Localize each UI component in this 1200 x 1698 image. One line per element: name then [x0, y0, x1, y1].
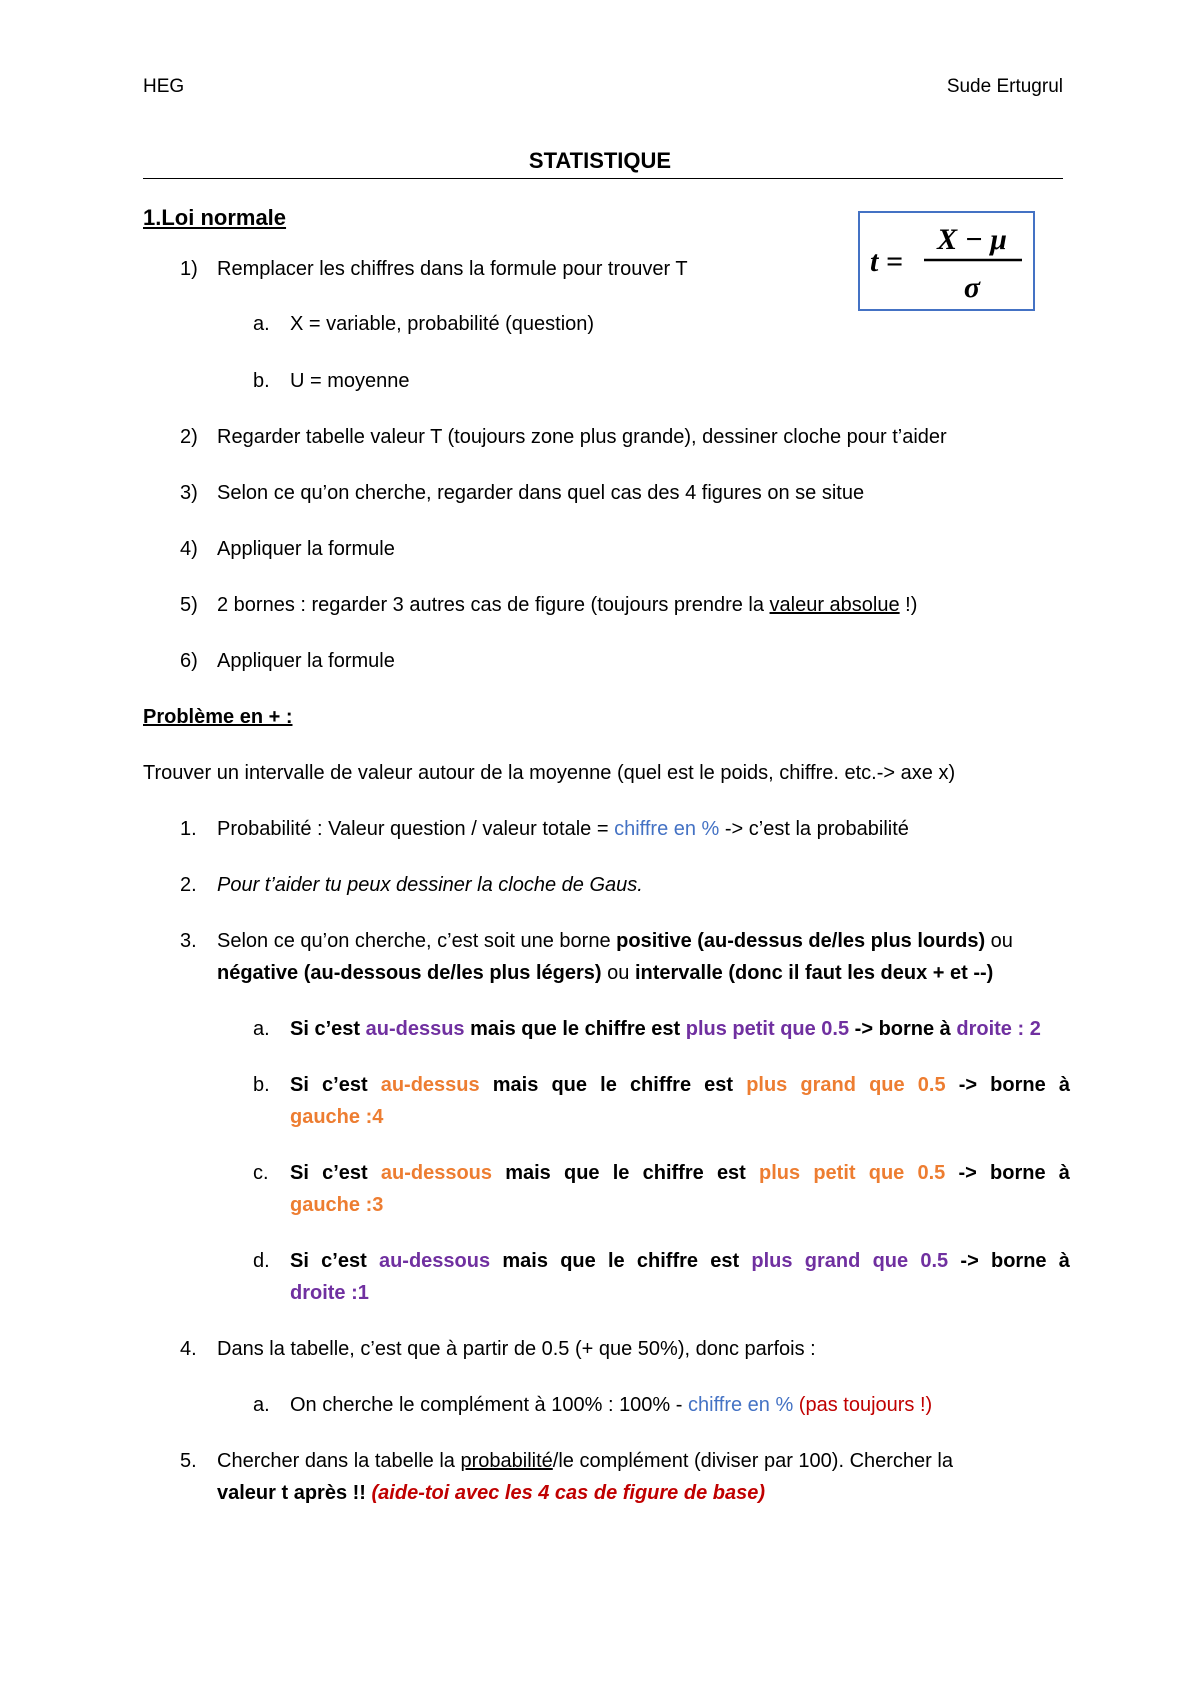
formula-box: [858, 211, 1035, 311]
item-text-highlight: chiffre en %: [688, 1394, 794, 1416]
formula-lhs: t =: [870, 245, 903, 278]
step-text: Selon ce qu’on cherche, regarder dans quel cas des 4 figures on se situe: [217, 482, 865, 504]
case-word-comparison: plus: [759, 1162, 801, 1184]
case-word: mais: [502, 1250, 548, 1272]
item-text: [217, 818, 909, 841]
item-number: 2.: [180, 874, 197, 896]
case-text-line1: [290, 1250, 1070, 1273]
item-text-part: /le complément (diviser par 100). Chercher la: [552, 1450, 953, 1472]
case-word: est: [710, 1250, 740, 1272]
item-text-highlight: chiffre en %: [614, 818, 720, 840]
case-word: chiffre: [642, 1162, 704, 1184]
case-text-part: -> borne à: [849, 1018, 957, 1040]
case-word: ->: [958, 1162, 977, 1184]
section-heading-loi-normale: 1.Loi normale: [143, 205, 287, 230]
case-word-comparison: plus: [751, 1250, 793, 1272]
item-text-warning: (pas toujours !): [793, 1394, 933, 1416]
case-word-comparison: que: [869, 1074, 905, 1096]
step-number: 4): [180, 538, 198, 560]
case-word: c’est: [322, 1074, 368, 1096]
item-text-part: ou: [985, 930, 1013, 952]
case-text-part: Si c’est: [290, 1018, 366, 1040]
case-text-result: droite : 2: [956, 1018, 1041, 1040]
case-letter: b.: [253, 1074, 270, 1096]
sub-step-letter: a.: [253, 313, 270, 335]
item-text-line1: [217, 930, 1013, 953]
case-text-line1: [290, 1074, 1070, 1097]
item-text: [290, 1394, 932, 1417]
step-text: Remplacer les chiffres dans la formule pour trouver T: [217, 258, 688, 280]
case-word-comparison: 0.5: [920, 1250, 949, 1272]
case-text-result: gauche :4: [290, 1106, 384, 1128]
case-letter: c.: [253, 1162, 269, 1184]
case-text-part: mais que le chiffre est: [464, 1018, 686, 1040]
case-word: ->: [958, 1074, 978, 1096]
case-word: est: [716, 1162, 746, 1184]
case-word: borne: [990, 1074, 1046, 1096]
case-word: Si: [290, 1162, 309, 1184]
step-text: Appliquer la formule: [217, 538, 395, 560]
case-text-direction: au-dessus: [365, 1018, 465, 1040]
step-text-part: !): [899, 594, 918, 616]
page-title: STATISTIQUE: [528, 148, 672, 173]
case-word: Si: [290, 1074, 309, 1096]
title-rule: [143, 178, 1063, 179]
case-text-comparison: plus petit que 0.5: [685, 1018, 850, 1040]
item-text-bold: valeur t après !!: [217, 1482, 366, 1504]
probleme-intro: Trouver un intervalle de valeur autour de la moyenne (quel est le poids, chiffre. etc.-> axe x): [143, 762, 956, 784]
case-word: ->: [960, 1250, 979, 1272]
item-text-bold: négative (au-dessous de/les plus légers): [217, 962, 602, 984]
step-number: 1): [180, 258, 198, 280]
case-letter: a.: [253, 1018, 270, 1040]
case-word-comparison: grand: [800, 1074, 856, 1096]
item-text-bold: intervalle (donc il faut les deux + et --): [634, 962, 994, 984]
header-left: HEG: [143, 76, 185, 97]
case-word: que: [560, 1250, 596, 1272]
case-word: c’est: [322, 1162, 368, 1184]
item-text-part: -> c’est la probabilité: [719, 818, 909, 840]
case-word-comparison: 0.5: [917, 1162, 946, 1184]
case-word: à: [1058, 1250, 1070, 1272]
item-text-line1: [217, 1450, 953, 1473]
item-text-line2: [217, 962, 993, 985]
probleme-heading: Problème en + :: [143, 706, 293, 728]
case-word: borne: [990, 1250, 1047, 1272]
step-text-part: 2 bornes : regarder 3 autres cas de figure (toujours prendre la: [217, 594, 770, 616]
item-number: 5.: [180, 1450, 197, 1472]
item-text-bold: positive (au-dessus de/les plus lourds): [616, 930, 986, 952]
step-text: Regarder tabelle valeur T (toujours zone plus grande), dessiner cloche pour t’aider: [217, 426, 947, 448]
case-word: mais: [492, 1074, 539, 1096]
item-text-part: Probabilité : Valeur question / valeur totale =: [217, 818, 615, 840]
case-text-result: gauche :3: [290, 1194, 384, 1216]
case-word: le: [612, 1162, 630, 1184]
item-number: 4.: [180, 1338, 197, 1360]
formula-denominator: σ: [963, 271, 981, 304]
case-text-result: droite :1: [290, 1282, 369, 1304]
step-number: 3): [180, 482, 198, 504]
item-text: Dans la tabelle, c’est que à partir de 0.5 (+ que 50%), donc parfois :: [217, 1338, 816, 1360]
case-text-line1: [290, 1162, 1070, 1185]
case-word-comparison: grand: [804, 1250, 861, 1272]
case-word: le: [607, 1250, 625, 1272]
case-word-comparison: plus: [746, 1074, 788, 1096]
case-word: mais: [505, 1162, 551, 1184]
case-word: à: [1058, 1074, 1070, 1096]
case-word-comparison: que: [868, 1162, 905, 1184]
item-text-underlined: probabilité: [460, 1450, 553, 1472]
formula-graphic: [860, 213, 1037, 313]
item-text-line2: [217, 1482, 765, 1505]
case-word-direction: au-dessous: [380, 1162, 493, 1184]
step-text: [217, 594, 917, 617]
item-text-part: Selon ce qu’on cherche, c’est soit une borne: [217, 930, 617, 952]
case-word-direction: au-dessous: [378, 1250, 491, 1272]
case-letter: a.: [253, 1394, 270, 1416]
formula-numerator: X − μ: [937, 223, 1007, 256]
case-word: Si: [290, 1250, 309, 1272]
case-word: c’est: [321, 1250, 367, 1272]
item-text-part: On cherche le complément à 100% : 100% -: [290, 1394, 688, 1416]
step-text-underlined: valeur absolue: [769, 594, 900, 616]
item-text-part: Chercher dans la tabelle la: [217, 1450, 461, 1472]
item-text: Pour t’aider tu peux dessiner la cloche de Gaus.: [217, 874, 643, 896]
case-word: est: [704, 1074, 734, 1096]
case-word-comparison: que: [872, 1250, 909, 1272]
sub-step-letter: b.: [253, 370, 270, 392]
step-number: 2): [180, 426, 198, 448]
case-word: borne: [990, 1162, 1046, 1184]
step-number: 6): [180, 650, 198, 672]
case-text: [290, 1018, 1041, 1041]
case-word: chiffre: [636, 1250, 699, 1272]
sub-step-text: X = variable, probabilité (question): [290, 313, 595, 335]
item-text-warning: (aide-toi avec les 4 cas de figure de base): [365, 1482, 766, 1504]
step-number: 5): [180, 594, 198, 616]
case-word: que: [564, 1162, 600, 1184]
item-number: 3.: [180, 930, 197, 952]
item-number: 1.: [180, 818, 197, 840]
case-word: à: [1058, 1162, 1070, 1184]
sub-step-text: U = moyenne: [290, 370, 410, 392]
case-word: le: [600, 1074, 617, 1096]
case-word: que: [551, 1074, 588, 1096]
step-text: Appliquer la formule: [217, 650, 395, 672]
header-right: Sude Ertugrul: [946, 76, 1063, 97]
case-word-comparison: petit: [813, 1162, 856, 1184]
case-word: chiffre: [629, 1074, 692, 1096]
case-letter: d.: [253, 1250, 270, 1272]
case-word-comparison: 0.5: [917, 1074, 946, 1096]
case-word-direction: au-dessus: [380, 1074, 480, 1096]
item-text-part: ou: [601, 962, 635, 984]
